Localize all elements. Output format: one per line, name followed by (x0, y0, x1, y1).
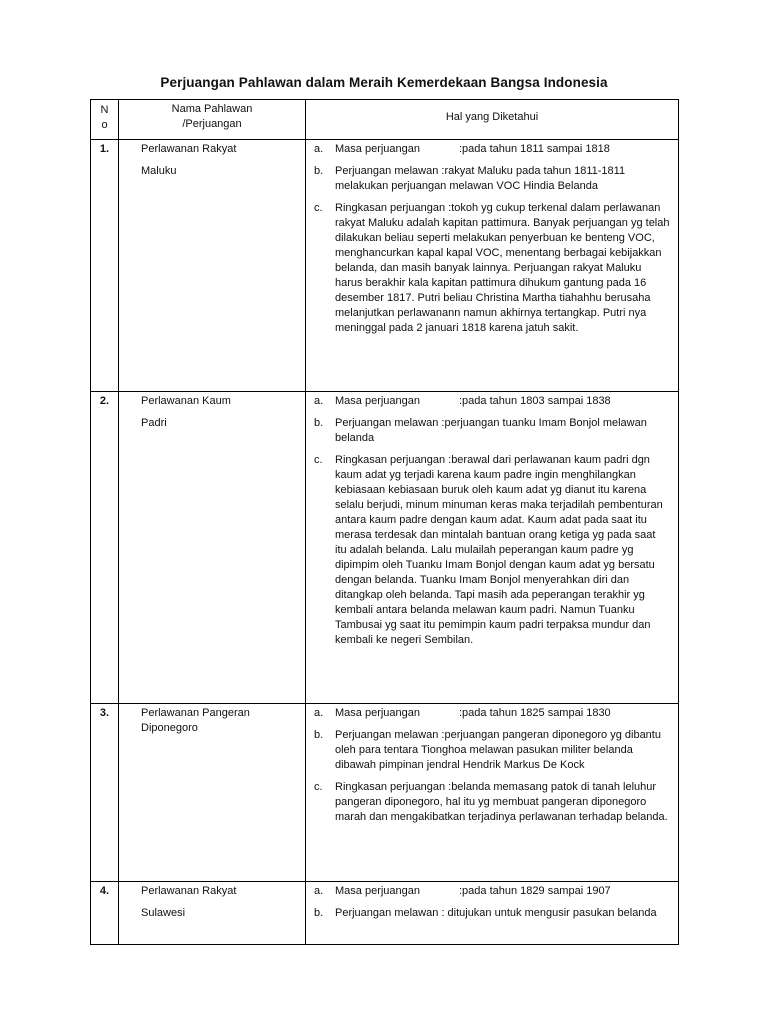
hero-info (306, 392, 679, 704)
hero-info (306, 882, 679, 945)
hero-name: Perlawanan Kaum Padri (119, 392, 306, 704)
hero-name: Perlawanan Rakyat Sulawesi (119, 882, 306, 945)
list-item: c. Ringkasan perjuangan :belanda memasang patok di tanah leluhur pangeran diponegoro, hal itu yg membuat pangeran diponegoro marah dan mengakibatkan terjadinya perlawanan terhadap belanda. (314, 781, 668, 823)
table-row (91, 882, 679, 945)
list-item: c. Ringkasan perjuangan :berawal dari perlawanan kaum padri dgn kaum adat yg terjadi karena kaum padre ingin menghilangkan kebiasaan kebiasaan buruk oleh kaum adat yg dianut itu karena selalu berjudi, minum minuman keras maka terjadilah pembenturan antara kaum padre dengan kaum adat. Kaum adat pada saat itu merasa terdesak dan mintalah bantuan orang ketiga yg pada saat itu adalah belanda. Lalu mulailah peperangan kaum padre yg dipimpim oleh Tuanku Imam Bonjol dengan kaum adat yg bersatu dengan belanda. Tuanku Imam Bonjol menyerahkan diri dan ditangkap oleh belanda. Tapi masih ada peperangan terakhir yg kembali antara belanda melawan kaum padri. Namun Tuanku Tambusai yg saat itu pemimpin kaum padri terpaksa mundur dan kembali ke negeri Sembilan. (314, 454, 663, 646)
list-item: a. Masa perjuangan :pada tahun 1829 sampai 1907 (314, 885, 611, 897)
list-item: b. Perjuangan melawan :perjuangan tuanku Imam Bonjol melawan belanda (314, 417, 647, 444)
heroes-table (90, 99, 679, 945)
list-item: b. Perjuangan melawan :rakyat Maluku pada tahun 1811-1811 melakukan perjuangan melawan VOC Hindia Belanda (314, 165, 626, 192)
page-title: Perjuangan Pahlawan dalam Meraih Kemerdekaan Bangsa Indonesia (160, 75, 608, 90)
hero-info (306, 140, 679, 392)
row-number: 1. (91, 140, 119, 392)
list-item: c. Ringkasan perjuangan :tokoh yg cukup terkenal dalam perlawanan rakyat Maluku adalah kapitan pattimura. Banyak perjuangan yg telah dilakukan beliau seperti melakukan penyerbuan ke benteng VOC, menghancurkan kapal kapal VOC, menentang berbagai kebijakkan belanda, dan masih banyak lainnya. Perjuangan rakyat Maluku harus berakhir kala kapitan pattimura dihukum gantung pada 16 desember 1817. Putri beliau Christina Martha tiahahhu berusaha melanjutkan perlawanann namun akhirnya tertangkap. Putri nya meninggal pada 2 januari 1818 karena jatuh sakit. (314, 202, 670, 334)
header-name: Nama Pahlawan /Perjuangan (119, 100, 306, 140)
row-number: 4. (91, 882, 119, 945)
table-header-row (91, 100, 679, 140)
list-item: a. Masa perjuangan :pada tahun 1825 sampai 1830 (314, 707, 611, 719)
header-no: N o (91, 100, 119, 140)
row-number: 3. (91, 704, 119, 882)
hero-name: Perlawanan Pangeran Diponegoro (119, 704, 306, 882)
table-row (91, 392, 679, 704)
row-number: 2. (91, 392, 119, 704)
header-info: Hal yang Diketahui (306, 100, 679, 140)
list-item: a. Masa perjuangan :pada tahun 1803 sampai 1838 (314, 395, 611, 407)
hero-info (306, 704, 679, 882)
list-item: a. Masa perjuangan :pada tahun 1811 sampai 1818 (314, 143, 610, 155)
table-row (91, 704, 679, 882)
table-row (91, 140, 679, 392)
list-item: b. Perjuangan melawan :perjuangan pangeran diponegoro yg dibantu oleh para tentara Tionghoa melawan pasukan militer belanda dibawah pimpinan jendral Hendrik Markus De Kock (314, 729, 661, 771)
hero-name: Perlawanan Rakyat Maluku (119, 140, 306, 392)
list-item: b. Perjuangan melawan : ditujukan untuk mengusir pasukan belanda (314, 907, 657, 919)
